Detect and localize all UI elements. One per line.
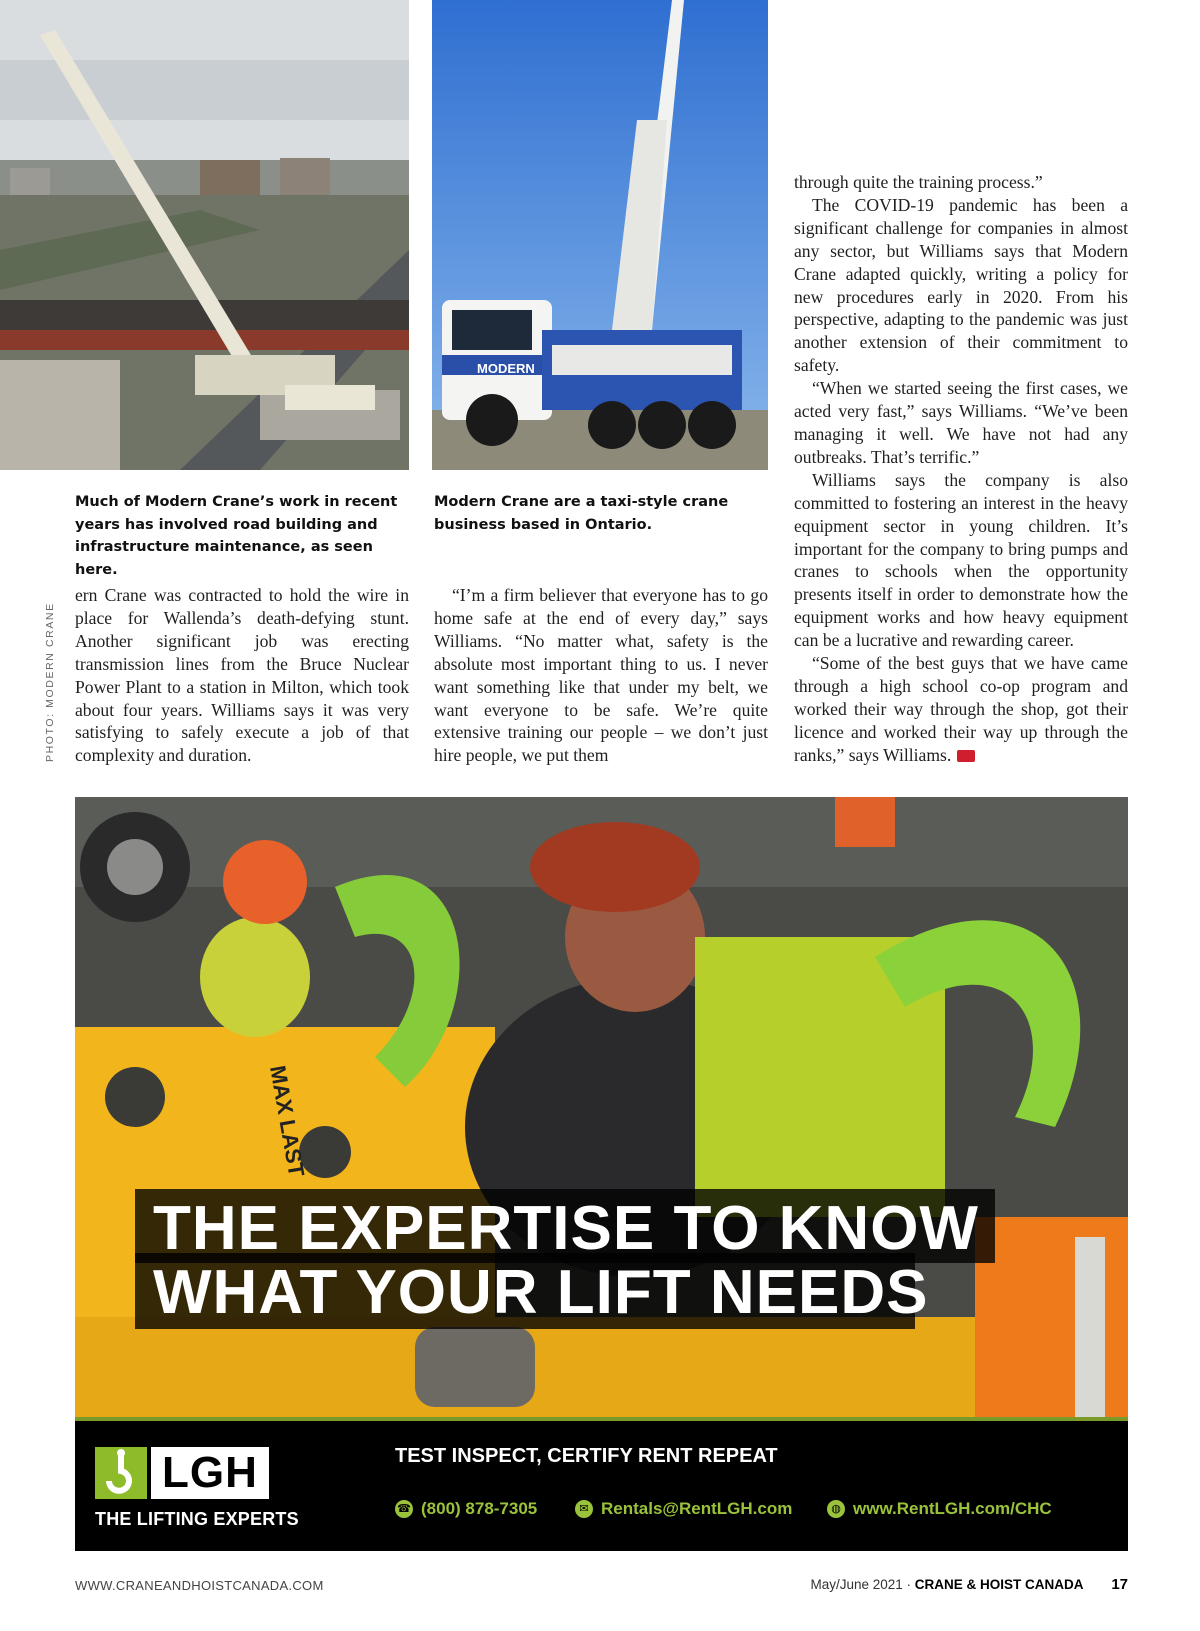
- col2-paragraph: “I’m a firm believer that everyone has to go home safe at the end of every day,” says Williams. “No matter what, safety is the absolute most important thing to us. I never want something like that under my belt, we want everyone to be safe. We’re quite extensive training our people – we don’t just hire people, we put them: [434, 585, 768, 766]
- article-column-2: [434, 584, 768, 767]
- hook-logo-icon: [95, 1447, 147, 1499]
- col3-paragraph-4: Williams says the company is also committed to fostering an interest in the heavy equipment sector in young children. It’s important for the company to bring pumps and cranes to schools when the opportunity presents itself in order to demonstrate how the equipment works and how heavy equipment can be a lucrative and rewarding career.: [794, 469, 1128, 651]
- article-column-1: [75, 584, 409, 767]
- photo-taxi-crane: [432, 0, 768, 470]
- ad-website-text: www.RentLGH.com/CHC: [853, 1499, 1052, 1518]
- globe-icon: ◍: [827, 1500, 845, 1518]
- photo-highway-crane: [0, 0, 409, 470]
- caption-left-photo: Much of Modern Crane’s work in recent years has involved road building and infrastructure maintenance, as seen here.: [75, 494, 398, 578]
- phone-icon: ☎: [395, 1500, 413, 1518]
- ad-headline: [153, 1194, 979, 1327]
- ad-green-divider: [75, 1417, 1128, 1421]
- ad-email-text: Rentals@RentLGH.com: [601, 1499, 793, 1518]
- ad-phone[interactable]: [395, 1499, 537, 1519]
- col3-paragraph-1: through quite the training process.”: [794, 172, 1043, 192]
- photo-credit: PHOTO: MODERN CRANE: [44, 602, 56, 762]
- caption-middle-photo: Modern Crane are a taxi-style crane business based in Ontario.: [434, 494, 729, 533]
- col3-paragraph-5: “Some of the best guys that we have came through a high school co-op program and worked their way through the shop, got their licence and worked their way up through the ranks,” says Williams.: [794, 653, 1128, 765]
- ad-email[interactable]: [575, 1499, 792, 1519]
- page-number: 17: [1111, 1576, 1128, 1593]
- lgh-advertisement[interactable]: [75, 797, 1128, 1551]
- logo-text: LGH: [151, 1447, 269, 1499]
- truck-brand-text: MODERN: [477, 361, 535, 376]
- email-icon: ✉: [575, 1500, 593, 1518]
- footer-issue-info: [810, 1576, 1128, 1593]
- col3-paragraph-3: “When we started seeing the first cases, we acted very fast,” says Williams. “We’ve been managing it well. We have not had any outbreaks. That’s terrific.”: [794, 378, 1128, 467]
- ad-tagline: THE LIFTING EXPERTS: [95, 1509, 299, 1529]
- equipment-label-text: MAX LAST: [265, 1063, 310, 1179]
- col3-paragraph-2: The COVID-19 pandemic has been a significant challenge for companies in almost any sector, but Williams says that Modern Crane adapted quickly, writing a policy for new procedures early in 2020. From his perspective, adapting to the pandemic was just another extension of their commitment to safety.: [794, 194, 1128, 376]
- ad-phone-text: (800) 878-7305: [421, 1499, 538, 1518]
- ad-website[interactable]: [827, 1499, 1052, 1519]
- ad-slogan: TEST INSPECT, CERTIFY RENT REPEAT: [395, 1445, 778, 1467]
- footer-publication: CRANE & HOIST CANADA: [914, 1577, 1084, 1592]
- ad-headline-line-1: THE EXPERTISE TO KNOW: [153, 1194, 979, 1263]
- article-end-mark-icon: [957, 750, 975, 762]
- article-column-3: [794, 171, 1128, 767]
- col1-paragraph: ern Crane was contracted to hold the wire in place for Wallenda’s death-defying stunt. Another significant job was erecting transmission lines from the Bruce Nuclear Power Plant to a station in Milton, which took about four years. Williams says it was very satisfying to safely execute a job of that complexity and duration.: [75, 585, 409, 766]
- footer-website[interactable]: WWW.CRANEANDHOISTCANADA.COM: [75, 1578, 324, 1593]
- footer-issue: May/June 2021 ·: [810, 1577, 912, 1592]
- ad-headline-line-2: WHAT YOUR LIFT NEEDS: [153, 1258, 929, 1327]
